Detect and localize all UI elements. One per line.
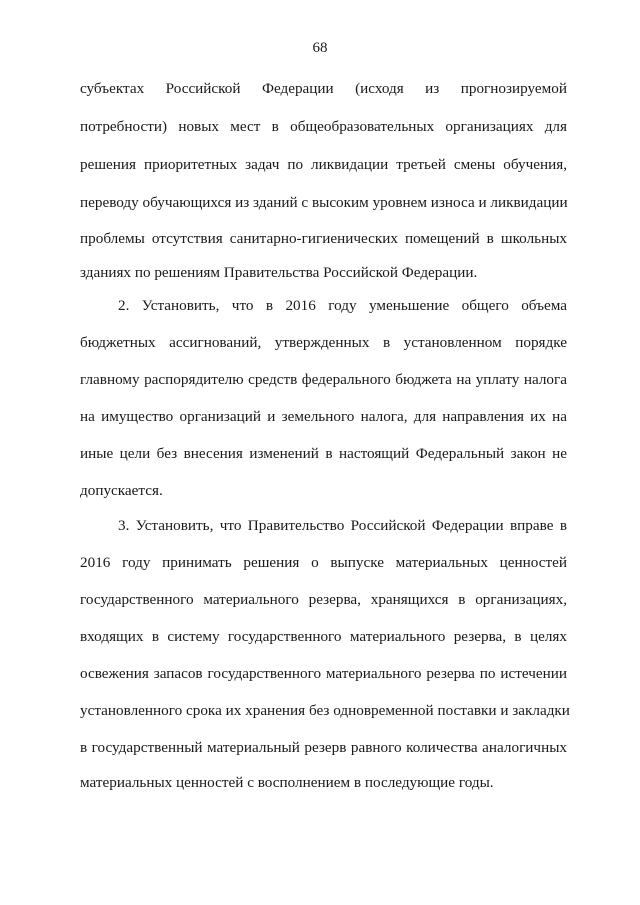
text-line: зданиях по решениям Правительства Российской Федерации. (80, 264, 478, 281)
page-number: 68 (312, 40, 328, 56)
text-line: 2. Установить, что в 2016 году уменьшение общего объема (118, 297, 567, 314)
text-line: на имущество организаций и земельного налога, для направления их на (80, 408, 567, 425)
text-line: переводу обучающихся из зданий с высоким уровнем износа и ликвидации (80, 194, 568, 211)
text-line: решения приоритетных задач по ликвидации третьей смены обучения, (80, 156, 567, 173)
text-line: главному распорядителю средств федерального бюджета на уплату налога (80, 371, 567, 388)
text-line: проблемы отсутствия санитарно-гигиенических помещений в школьных (80, 230, 567, 247)
text-line: установленного срока их хранения без одновременной поставки и закладки (80, 702, 570, 719)
text-line: материальных ценностей с восполнением в последующие годы. (80, 774, 494, 791)
text-line: государственного материального резерва, хранящихся в организациях, (80, 591, 567, 608)
text-line: в государственный материальный резерв равного количества аналогичных (80, 739, 567, 756)
text-line: 3. Установить, что Правительство Российской Федерации вправе в (118, 517, 567, 534)
text-line: допускается. (80, 482, 163, 499)
text-line: освежения запасов государственного материального резерва по истечении (80, 665, 567, 682)
text-line: субъектах Российской Федерации (исходя из прогнозируемой (80, 80, 567, 97)
text-line: входящих в систему государственного материального резерва, в целях (80, 628, 567, 645)
text-line: 2016 году принимать решения о выпуске материальных ценностей (80, 554, 567, 571)
text-line: иные цели без внесения изменений в настоящий Федеральный закон не (80, 445, 567, 462)
text-line: потребности) новых мест в общеобразовательных организациях для (80, 118, 567, 135)
text-line: бюджетных ассигнований, утвержденных в установленном порядке (80, 334, 567, 351)
